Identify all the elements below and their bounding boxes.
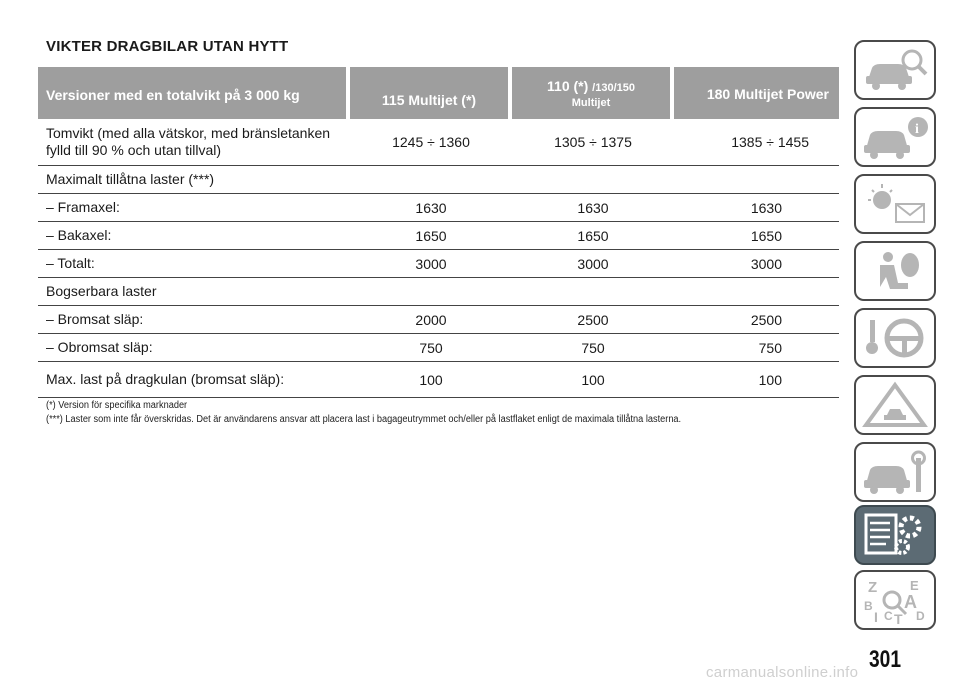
row-value-3: 1630 [750, 199, 782, 216]
table-row [38, 278, 839, 306]
tab-car-search[interactable] [854, 40, 936, 100]
car-wrench-icon [860, 448, 930, 496]
index-letter-i: I [874, 609, 878, 624]
tab-car-wrench[interactable] [854, 442, 936, 502]
table-row [38, 250, 839, 278]
row-value-2: 100 [581, 371, 605, 388]
header-110-small: /130/150 [592, 81, 635, 94]
header-110-multijet [512, 67, 670, 119]
table-row [38, 334, 839, 362]
row-value-3: 100 [758, 371, 782, 388]
page-number: 301 [869, 646, 902, 673]
seat-airbag-icon [860, 247, 930, 295]
index-letter-a: A [904, 592, 917, 612]
row-value-1: 2000 [415, 311, 447, 328]
row-label: – Bromsat släp: [46, 310, 144, 327]
watermark: carmanualsonline.info [706, 664, 859, 681]
row-label: – Totalt: [46, 254, 95, 271]
alphabet-index-icon [860, 576, 930, 624]
tab-car-info[interactable] [854, 107, 936, 167]
index-letter-b: B [864, 599, 873, 613]
header-110-main: 110 (*) [547, 77, 589, 94]
header-versions: Versioner med en totalvikt på 3 000 kg [38, 67, 346, 119]
row-label: – Bakaxel: [46, 226, 112, 243]
table-row [38, 362, 839, 398]
table-row [38, 119, 839, 166]
row-value-1: 750 [419, 339, 443, 356]
row-label: Maximalt tillåtna laster (***) [46, 170, 215, 187]
row-label: Bogserbara laster [46, 282, 157, 299]
index-letter-z: Z [868, 579, 878, 596]
table-row [38, 194, 839, 222]
header-110-line2: Multijet [571, 97, 611, 109]
row-value-2: 3000 [577, 255, 609, 272]
row-value-3: 3000 [750, 255, 782, 272]
index-letter-c: C [884, 609, 893, 623]
table-row [38, 222, 839, 250]
row-value-1: 1650 [415, 227, 447, 244]
header-115-multijet: 115 Multijet (*) [350, 67, 508, 119]
row-value-1: 1245 ÷ 1360 [392, 134, 470, 150]
row-value-2: 750 [581, 339, 605, 356]
tab-warning-lights[interactable] [854, 174, 936, 234]
weights-table [38, 67, 839, 398]
page-title: VIKTER DRAGBILAR UTAN HYTT [46, 38, 289, 55]
car-info-icon [860, 113, 930, 161]
tab-steering-key[interactable] [854, 308, 936, 368]
car-search-icon [860, 46, 930, 94]
index-letter-e: E [910, 578, 919, 593]
row-label: Tomvikt (med alla vätskor, med bränsletanken fylld till 90 % och utan tillval) [46, 124, 331, 158]
row-value-2: 1630 [577, 199, 609, 216]
svg-text:i: i [915, 122, 919, 137]
table-row [38, 166, 839, 194]
footnote-loads: (***) Laster som inte får överskridas. Det är användarens ansvar att placera last i bagageutrymmet och/eller på lastflaket enligt de maximala tillåtna lasterna. [46, 414, 682, 425]
row-value-3: 750 [758, 339, 782, 356]
row-label: – Obromsat släp: [46, 338, 153, 355]
table-header [38, 67, 839, 119]
tab-alphabet-index[interactable] [854, 570, 936, 630]
footnotes [46, 399, 736, 427]
row-value-1: 1630 [415, 199, 447, 216]
row-value-2: 2500 [577, 311, 609, 328]
tab-seat-airbag[interactable] [854, 241, 936, 301]
row-value-3: 2500 [750, 311, 782, 328]
row-value-3: 1650 [750, 227, 782, 244]
row-value-1: 3000 [415, 255, 447, 272]
row-value-1: 100 [419, 371, 443, 388]
row-value-2: 1305 ÷ 1375 [554, 134, 632, 150]
index-letter-d: D [916, 609, 925, 623]
steering-key-icon [860, 314, 930, 362]
row-value-3: 1385 ÷ 1455 [731, 134, 809, 150]
table-row [38, 306, 839, 334]
header-180-multijet-power: 180 Multijet Power [674, 67, 839, 119]
list-gears-icon [860, 511, 930, 559]
tab-list-gears[interactable] [854, 505, 936, 565]
index-letter-t: T [894, 611, 903, 624]
row-label: Max. last på dragkulan (bromsat släp): [46, 370, 285, 387]
warning-lights-icon [860, 180, 930, 228]
footnote-version: (*) Version för specifika marknader [46, 400, 188, 411]
warning-triangle-icon [860, 381, 930, 429]
row-value-2: 1650 [577, 227, 609, 244]
tab-warning-triangle[interactable] [854, 375, 936, 435]
row-label: – Framaxel: [46, 198, 120, 215]
